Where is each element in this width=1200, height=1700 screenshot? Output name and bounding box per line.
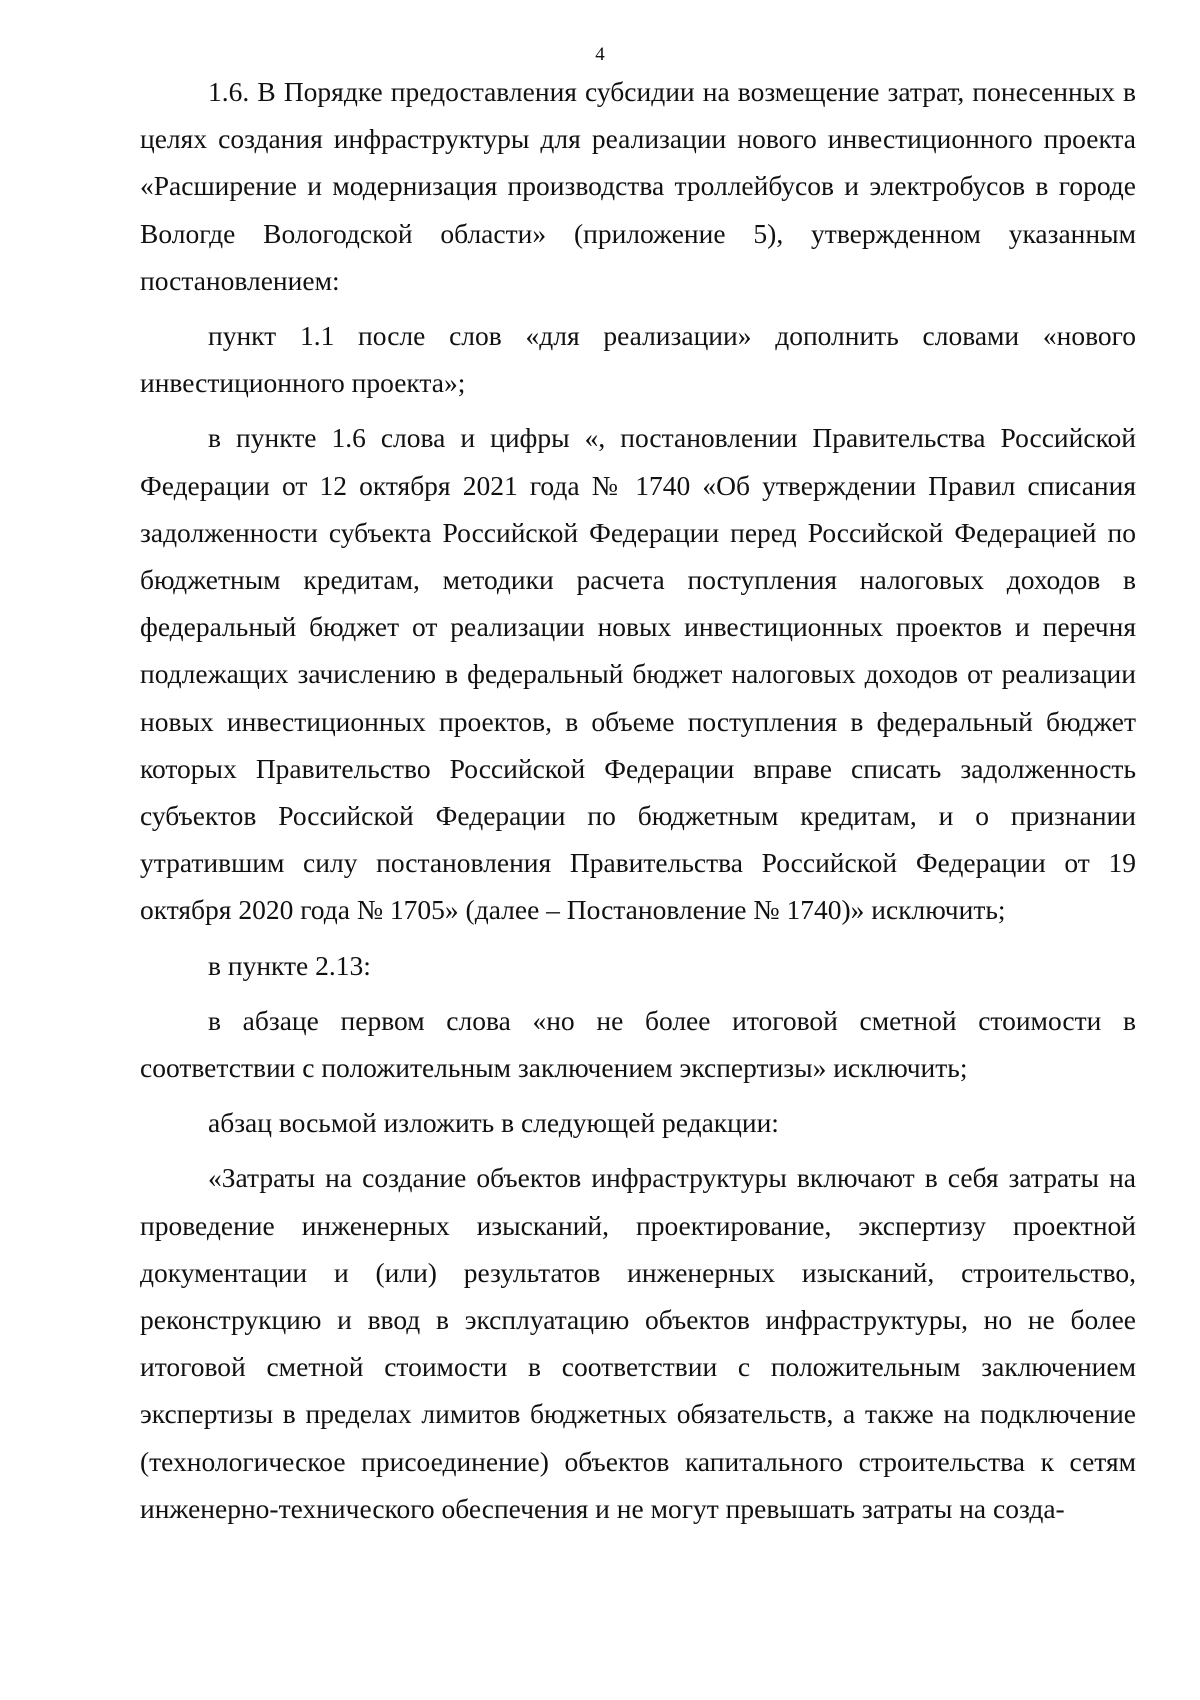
page-number: 4 — [595, 44, 605, 65]
paragraph-1-6-intro: 1.6. В Порядке предоставления субсидии на возмещение затрат, понесенных в целях создания инфраструктуры для реализации нового инвестиционного проекта «Расширение и модернизация производства троллейбусов и электробусов в городе Вологде Вологодской области» (приложение 5), утвержденном указанным постановлением: — [140, 76, 1136, 296]
paragraph-item-2-13: в пункте 2.13: — [208, 949, 371, 981]
paragraph-quoted-text: «Затраты на создание объектов инфраструктуры включают в себя затраты на проведение инженерных изысканий, проектирование, экспертизу проектной документации и (или) результатов инженерных изысканий, строительство, реконструкцию и ввод в эксплуатацию объектов инфраструктуры, но не более итоговой сметной стоимости в соответствии с положительным заключением экспертизы в пределах лимитов бюджетных обязательств, а также на подключение (технологическое присоединение) объектов капитального строительства к сетям инженерно-технического обеспечения и не могут превышать затраты на созда- — [140, 1162, 1136, 1524]
paragraph-item-1-6: в пункте 1.6 слова и цифры «, постановлении Правительства Российской Федерации от 12 октября 2021 года № 1740 «Об утверждении Правил списания задолженности субъекта Российской Федерации перед Российской Федерацией по бюджетным кредитам, методики расчета поступления налоговых доходов в федеральный бюджет от реализации новых инвестиционных проектов и перечня подлежащих зачислению в федеральный бюджет налоговых доходов от реализации новых инвестиционных проектов, в объеме поступления в федеральный бюджет которых Правительство Российской Федерации вправе списать задолженность субъектов Российской Федерации по бюджетным кредитам, и о признании утратившим силу постановления Правительства Российской Федерации от 19 октября 2020 года № 1705» (далее – Постановление № 1740)» исключить; — [140, 422, 1136, 926]
paragraph-item-1-1: пункт 1.1 после слов «для реализации» дополнить словами «нового инвестиционного проекта»; — [140, 320, 1136, 399]
paragraph-eighth-abzac: абзац восьмой изложить в следующей редакции: — [208, 1107, 779, 1139]
document-body — [140, 68, 1136, 1532]
paragraph-first-abzac: в абзаце первом слова «но не более итоговой сметной стоимости в соответствии с положительным заключением экспертизы» исключить; — [140, 1004, 1136, 1084]
